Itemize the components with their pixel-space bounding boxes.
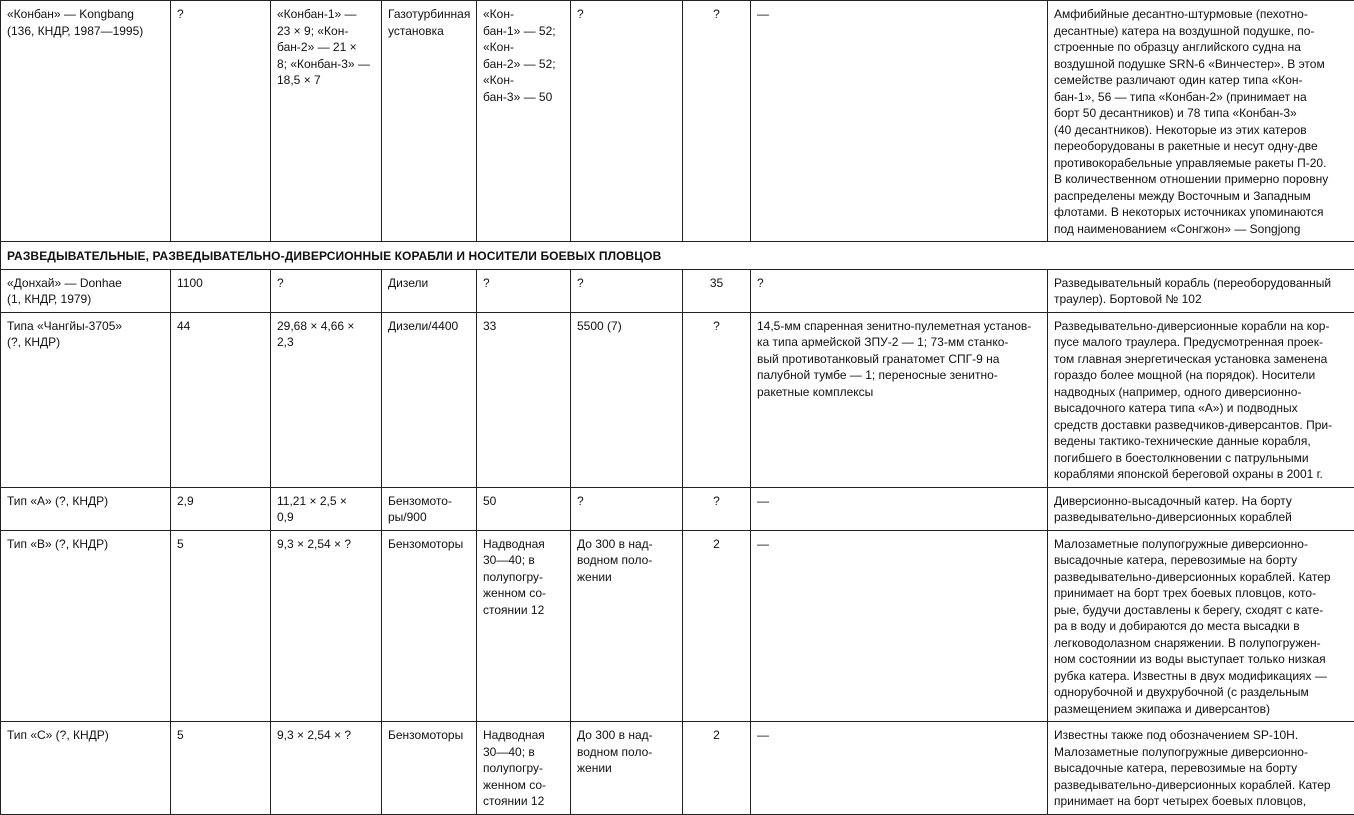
crew-cell: ? [683,312,751,487]
range-cell: 5500 (7) [571,312,683,487]
powerplant-cell: Дизели/4400 [382,312,477,487]
notes-cell: Амфибийные десантно-штурмовые (пехотно- десантные) катера на воздушной подушке, по- строенные по образцу английского судна на воздушной подушке SRN-6 «Винчестер». В этом семействе различают один катер типа «Кон- бан-1», 56 — типа «Конбан-2» (принимает на борт 50 десантников) и 78 типа «Конбан-3» (40 десантников). Некоторые из этих катеров переоборудованы в ракетные и несут одну-две противокорабельные управляемые ракеты П-20. В количественном отношении примерно поровну распределены между Восточным и Западным флотами. В некоторых источниках упоминаются под наименованием «Сонгжон» — Songjong [1048,1,1354,242]
range-cell: До 300 в над- водном поло- жении [571,530,683,722]
speed-cell: 33 [477,312,571,487]
powerplant-cell: Бензомоторы [382,530,477,722]
notes-cell: Малозаметные полупогружные диверсионно- высадочные катера, перевозимые на борту разведывательно-диверсионных кораблей. Катер принимает на борт трех боевых пловцов, кото- рые, будучи доставлены к берегу, сходят с кате- ра в воду и добираются до места высадки в легководолазном снаряжении. В полупогружен- ном состоянии из воды выступает только низкая рубка катера. Известны в двух модификациях — однорубочной и двухрубочной (с раздельным размещением экипажа и диверсантов) [1048,530,1354,722]
dimensions-cell: 11,21 × 2,5 × 0,9 [271,487,382,530]
displacement-cell: ? [171,1,271,242]
armament-cell: — [751,722,1048,815]
range-cell: ? [571,269,683,312]
powerplant-cell: Газотурбинная установка [382,1,477,242]
dimensions-cell: 9,3 × 2,54 × ? [271,722,382,815]
armament-cell: — [751,1,1048,242]
armament-cell: — [751,487,1048,530]
table-row [1,312,1354,487]
notes-cell: Известны также под обозначением SP-10H. Малозаметные полупогружные диверсионно- высадочные катера, перевозимые на борту разведывательно-диверсионных кораблей. Катер принимает на борт четырех боевых пловцов, [1048,722,1354,815]
armament-cell: ? [751,269,1048,312]
section-row [1,242,1354,270]
armament-cell: 14,5-мм спаренная зенитно-пулеметная установ- ка типа армейской ЗПУ-2 — 1; 73-мм станко- вый противотанковый гранатомет СПГ-9 на палубной тумбе — 1; переносные зенитно- ракетные комплексы [751,312,1048,487]
displacement-cell: 5 [171,722,271,815]
displacement-cell: 44 [171,312,271,487]
dimensions-cell: 9,3 × 2,54 × ? [271,530,382,722]
ship-name-cell: Тип «В» (?, КНДР) [1,530,171,722]
crew-cell: ? [683,487,751,530]
displacement-cell: 5 [171,530,271,722]
armament-cell: — [751,530,1048,722]
range-cell: ? [571,487,683,530]
table-row [1,487,1354,530]
range-cell: ? [571,1,683,242]
speed-cell: ? [477,269,571,312]
ship-name-cell: Типа «Чангйы-3705» (?, КНДР) [1,312,171,487]
dimensions-cell: «Конбан-1» — 23 × 9; «Кон- бан-2» — 21 × 8; «Конбан-3» — 18,5 × 7 [271,1,382,242]
table-row [1,722,1354,815]
table-row [1,1,1354,242]
ship-name-cell: «Конбан» — Kongbang (136, КНДР, 1987—1995) [1,1,171,242]
displacement-cell: 2,9 [171,487,271,530]
range-cell: До 300 в над- водном поло- жении [571,722,683,815]
notes-cell: Разведывательно-диверсионные корабли на кор- пусе малого траулера. Предусмотренная проек- том главная энергетическая установка заменена гораздо более мощной (на порядок). Носители надводных (например, одного диверсионно- высадочного катера типа «А») и подводных средств доставки разведчиков-диверсантов. При- ведены тактико-технические данные корабля, погибшего в боестолкновении с патрульными кораблями японской береговой охраны в 2001 г. [1048,312,1354,487]
section-heading: РАЗВЕДЫВАТЕЛЬНЫЕ, РАЗВЕДЫВАТЕЛЬНО-ДИВЕРСИОННЫЕ КОРАБЛИ И НОСИТЕЛИ БОЕВЫХ ПЛОВЦОВ [1,242,1354,270]
powerplant-cell: Бензомоторы [382,722,477,815]
ship-name-cell: Тип «А» (?, КНДР) [1,487,171,530]
powerplant-cell: Дизели [382,269,477,312]
table-row [1,269,1354,312]
crew-cell: 35 [683,269,751,312]
notes-cell: Разведывательный корабль (переоборудованный траулер). Бортовой № 102 [1048,269,1354,312]
speed-cell: 50 [477,487,571,530]
table-row [1,530,1354,722]
speed-cell: «Кон- бан-1» — 52; «Кон- бан-2» — 52; «Кон- бан-3» — 50 [477,1,571,242]
crew-cell: ? [683,1,751,242]
ship-name-cell: Тип «С» (?, КНДР) [1,722,171,815]
powerplant-cell: Бензомото- ры/900 [382,487,477,530]
ship-name-cell: «Донхай» — Donhae (1, КНДР, 1979) [1,269,171,312]
speed-cell: Надводная 30—40; в полупогру- женном со- стоянии 12 [477,722,571,815]
crew-cell: 2 [683,722,751,815]
crew-cell: 2 [683,530,751,722]
dimensions-cell: 29,68 × 4,66 × 2,3 [271,312,382,487]
dimensions-cell: ? [271,269,382,312]
speed-cell: Надводная 30—40; в полупогру- женном со- стоянии 12 [477,530,571,722]
notes-cell: Диверсионно-высадочный катер. На борту разведывательно-диверсионных кораблей [1048,487,1354,530]
displacement-cell: 1100 [171,269,271,312]
